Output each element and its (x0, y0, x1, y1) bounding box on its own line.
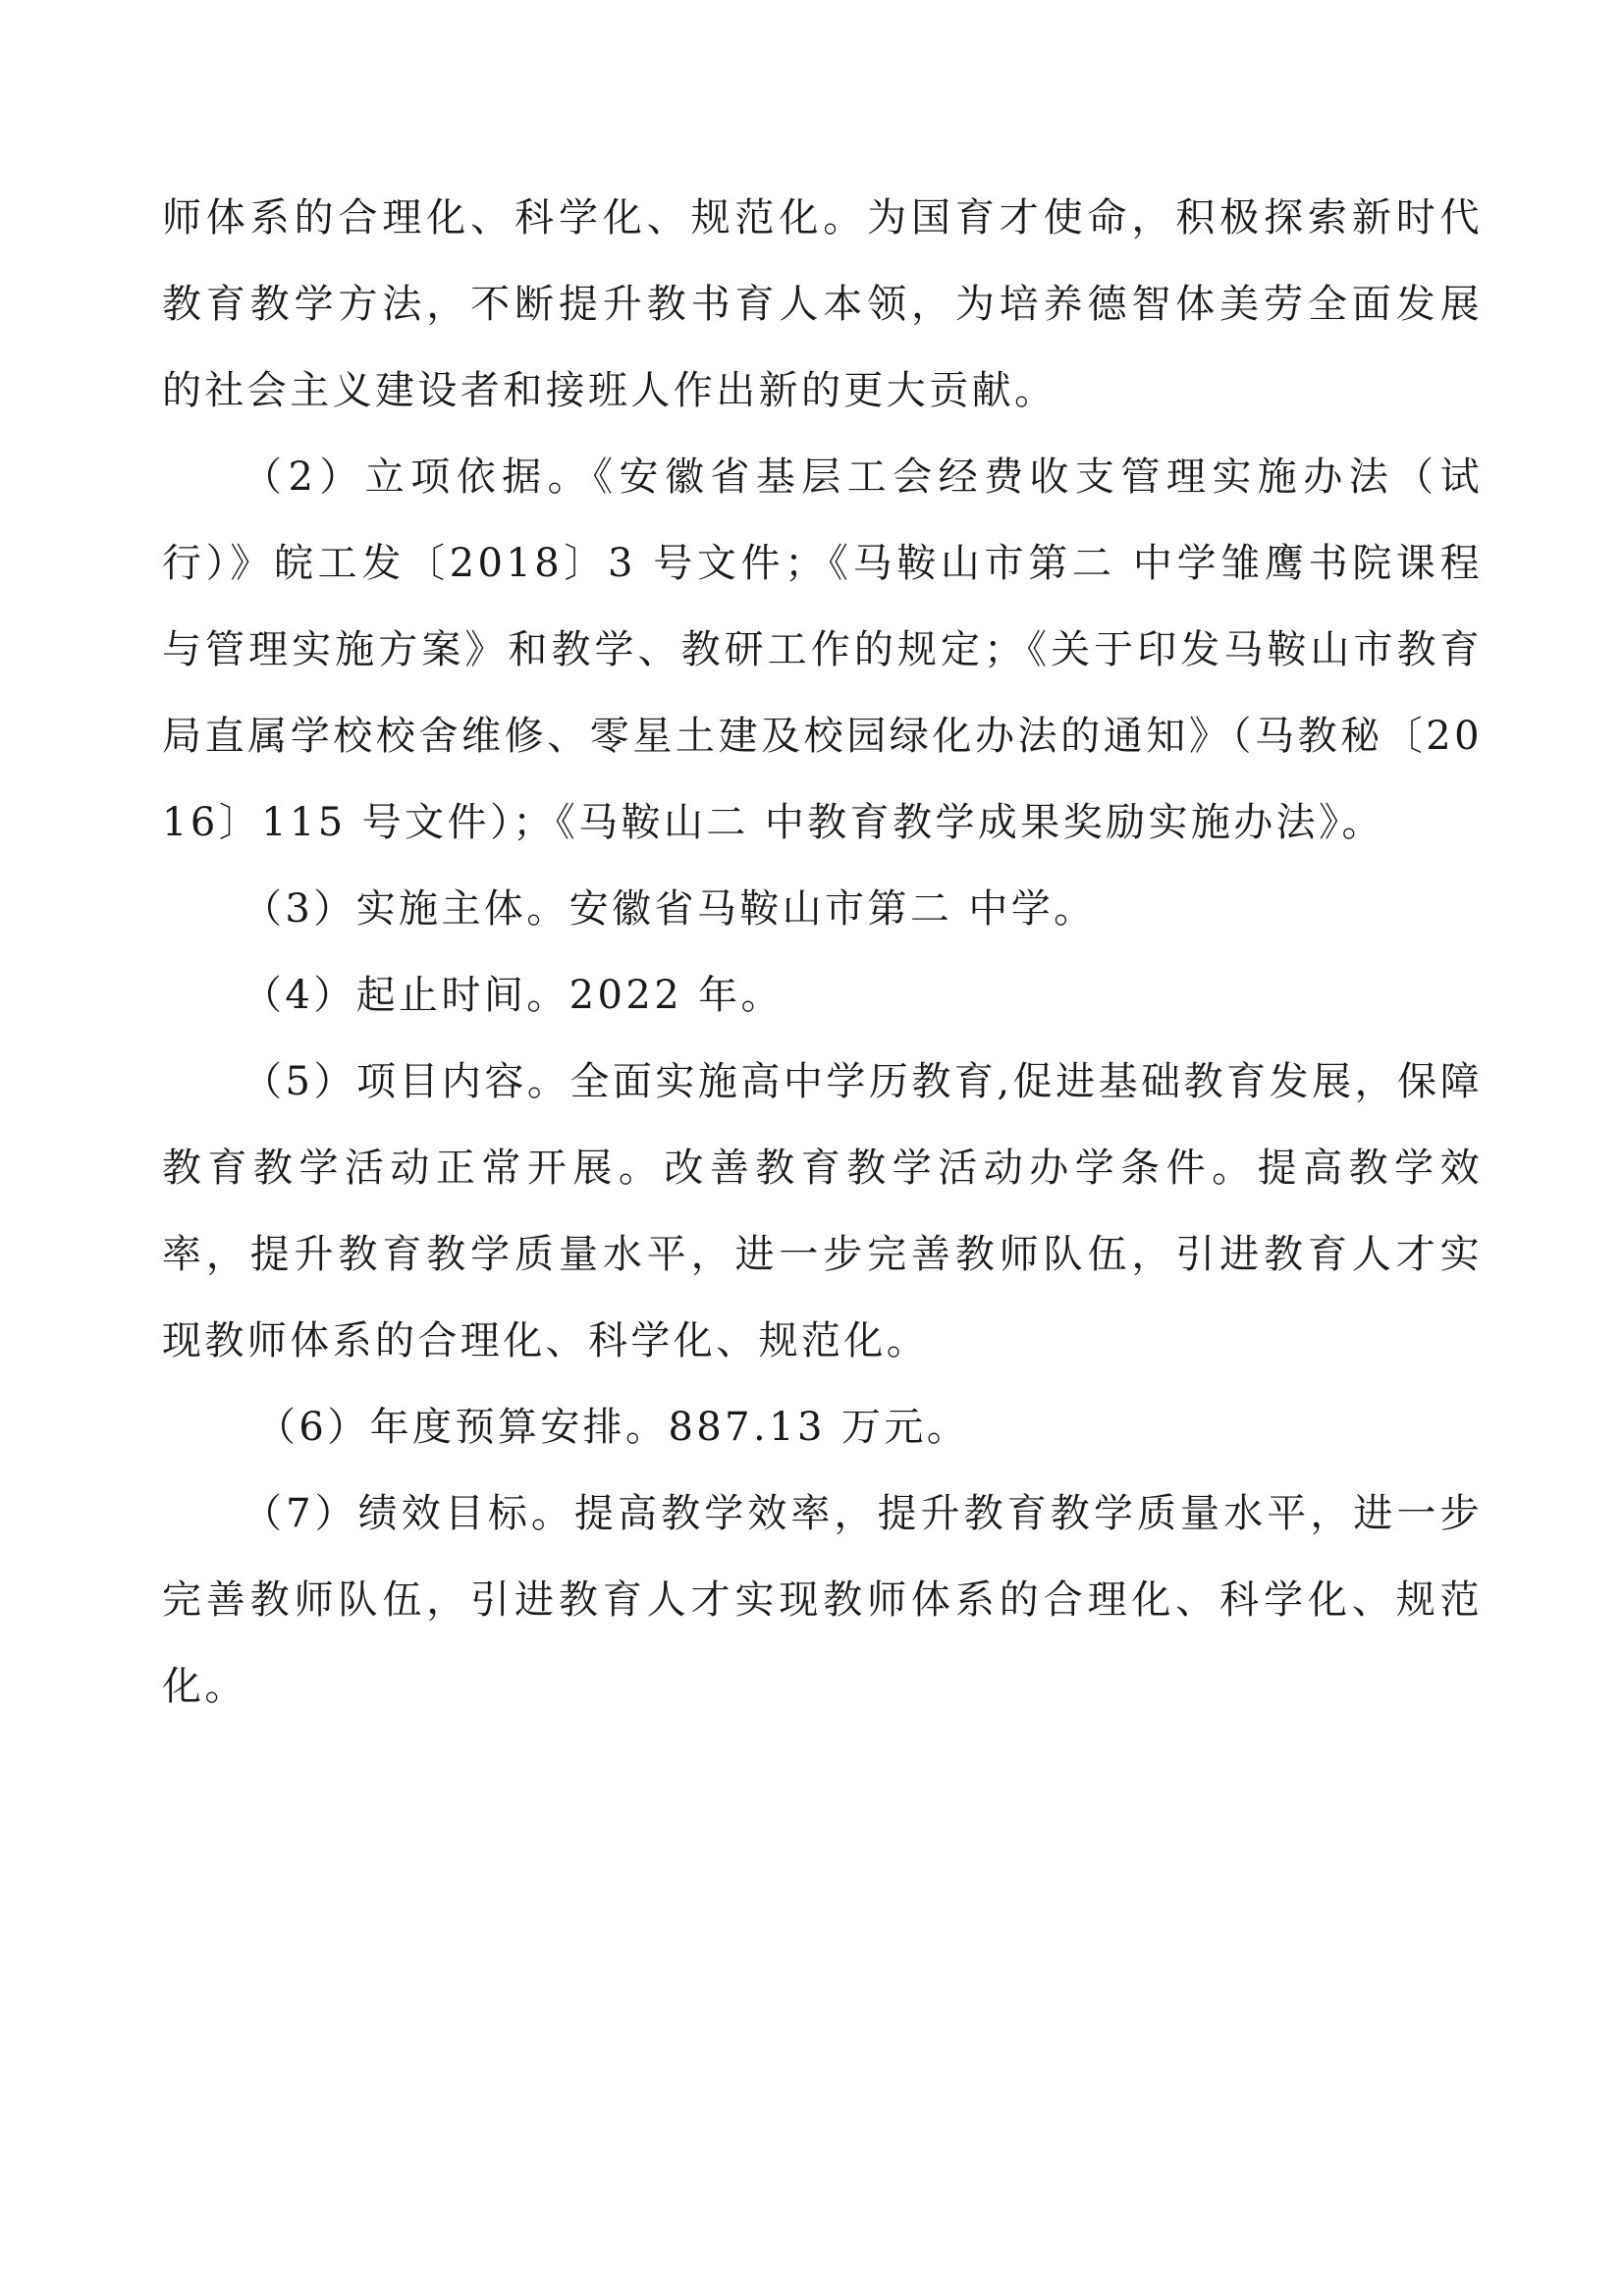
paragraph-implementing-body: （3）实施主体。安徽省马鞍山市第二 中学。 (243, 886, 1097, 932)
paragraph-continuation: 师体系的合理化、科学化、规范化。为国育才使命，积极探索新时代教育教学方法，不断提升教书育人本领，为培养德智体美劳全面发展的社会主义建设者和接班人作出新的更大贡献。 (162, 195, 1483, 413)
document-body (162, 175, 1483, 1730)
paragraph-time-period: （4）起止时间。2022 年。 (243, 973, 784, 1018)
paragraph-annual-budget: （6）年度预算安排。887.13 万元。 (256, 1405, 970, 1450)
paragraph-project-basis: （2）立项依据。《安徽省基层工会经费收支管理实施办法（试行）》皖工发〔2018〕3 号文件；《马鞍山市第二 中学雏鹰书院课程与管理实施方案》和教学、教研工作的规定；《关于印发马鞍山市教育局直属学校校舍维修、零星土建及校园绿化办法的通知》（马教秘〔2016〕115 号文件）；《马鞍山二 中教育教学成果奖励实施办法》。 (162, 454, 1483, 845)
paragraph-project-content: （5）项目内容。全面实施高中学历教育,促进基础教育发展，保障教育教学活动正常开展。改善教育教学活动办学条件。提高教学效率，提升教育教学质量水平，进一步完善教师队伍，引进教育人才实现教师体系的合理化、科学化、规范化。 (162, 1059, 1483, 1363)
paragraph-performance-goals: （7）绩效目标。提高教学效率，提升教育教学质量水平，进一步完善教师队伍，引进教育人才实现教师体系的合理化、科学化、规范化。 (162, 1491, 1483, 1709)
